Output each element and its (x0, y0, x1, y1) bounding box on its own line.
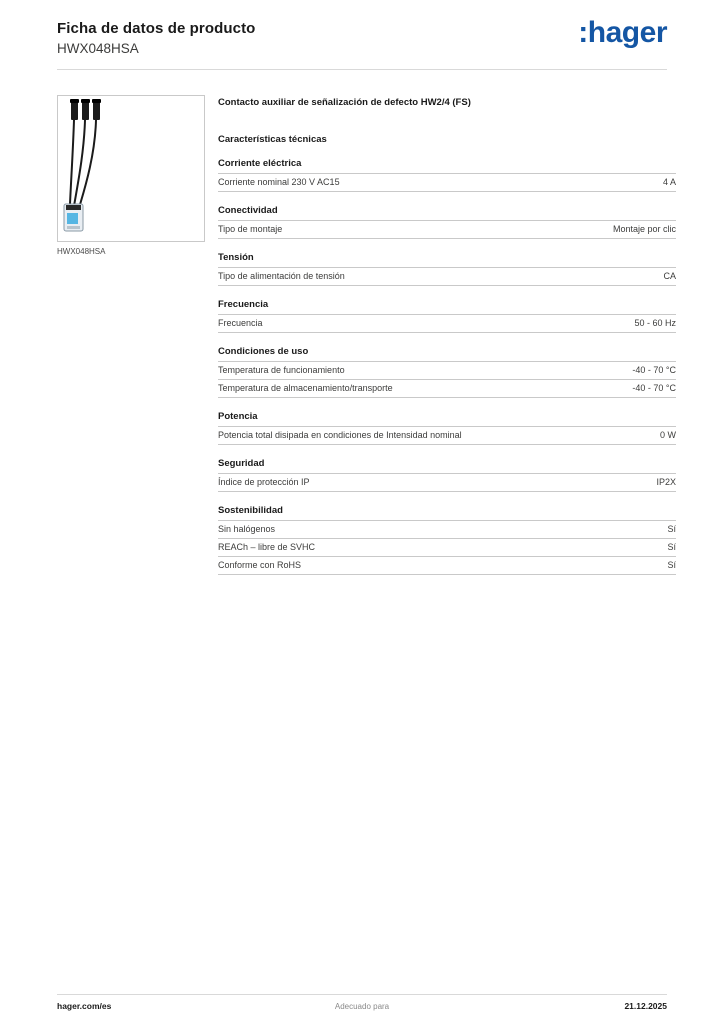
footer-row (57, 1001, 667, 1011)
spec-value: Sí (667, 560, 676, 570)
spec-label: REACh – libre de SVHC (218, 542, 316, 552)
spec-section-heading: Tensión (218, 252, 676, 268)
product-image-caption: HWX048HSA (57, 247, 106, 256)
spec-section-heading: Sostenibilidad (218, 505, 676, 521)
spec-section (218, 505, 676, 575)
page-footer (0, 994, 724, 1024)
spec-row (218, 521, 676, 539)
spec-value: 0 W (659, 430, 676, 440)
spec-row (218, 427, 676, 445)
spec-label: Tipo de montaje (218, 224, 283, 234)
product-title: Contacto auxiliar de señalización de defecto HW2/4 (FS) (218, 97, 471, 108)
spec-label: Corriente nominal 230 V AC15 (218, 177, 340, 187)
logo-colon-icon: : (578, 16, 588, 49)
spec-section-heading: Conectividad (218, 205, 676, 221)
spec-label: Temperatura de almacenamiento/transporte (218, 383, 393, 393)
spec-value: CA (663, 271, 676, 281)
tech-characteristics-heading: Características técnicas (218, 134, 327, 145)
spec-label: Sin halógenos (218, 524, 276, 534)
footer-divider (57, 994, 667, 995)
spec-section (218, 299, 676, 333)
page-title: Ficha de datos de producto (57, 20, 256, 37)
spec-label: Potencia total disipada en condiciones de Intensidad nominal (218, 430, 462, 440)
spec-section-heading: Corriente eléctrica (218, 158, 676, 174)
spec-value: IP2X (656, 477, 676, 487)
spec-value: -40 - 70 °C (632, 383, 676, 393)
spec-section (218, 205, 676, 239)
spec-value: Sí (667, 542, 676, 552)
logo-wordmark: hager (587, 16, 667, 49)
spec-section (218, 411, 676, 445)
spec-row (218, 474, 676, 492)
spec-section (218, 458, 676, 492)
spec-label: Conforme con RoHS (218, 560, 302, 570)
spec-value: Sí (667, 524, 676, 534)
spec-section-heading: Potencia (218, 411, 676, 427)
spec-row (218, 315, 676, 333)
spec-row (218, 557, 676, 575)
spec-row (218, 539, 676, 557)
content-area (0, 70, 724, 575)
spec-row (218, 380, 676, 398)
spec-section (218, 158, 676, 192)
spec-section (218, 346, 676, 398)
spec-section (218, 252, 676, 286)
footer-website-link[interactable]: hager.com/es (57, 1001, 112, 1011)
spec-value: Montaje por clic (612, 224, 676, 234)
product-image-column (57, 95, 205, 256)
spec-row (218, 268, 676, 286)
spec-label: Frecuencia (218, 318, 263, 328)
spec-sections (218, 158, 676, 575)
spec-label: Tipo de alimentación de tensión (218, 271, 345, 281)
spec-section-heading: Condiciones de uso (218, 346, 676, 362)
footer-date: 21.12.2025 (624, 1001, 667, 1011)
product-code: HWX048HSA (57, 41, 139, 56)
spec-column (218, 95, 676, 575)
header-titles (57, 20, 255, 56)
spec-row (218, 362, 676, 380)
spec-value: 50 - 60 Hz (634, 318, 676, 328)
spec-value: 4 A (662, 177, 676, 187)
hager-logo (578, 18, 667, 48)
product-image (57, 95, 205, 242)
spec-label: Índice de protección IP (218, 477, 310, 487)
spec-row (218, 221, 676, 239)
spec-section-heading: Seguridad (218, 458, 676, 474)
footer-suitable-for-label: Adecuado para (334, 1002, 390, 1011)
page-header (0, 0, 724, 56)
product-illustration-icon (58, 96, 204, 241)
spec-section-heading: Frecuencia (218, 299, 676, 315)
spec-value: -40 - 70 °C (632, 365, 676, 375)
spec-row (218, 174, 676, 192)
spec-label: Temperatura de funcionamiento (218, 365, 345, 375)
